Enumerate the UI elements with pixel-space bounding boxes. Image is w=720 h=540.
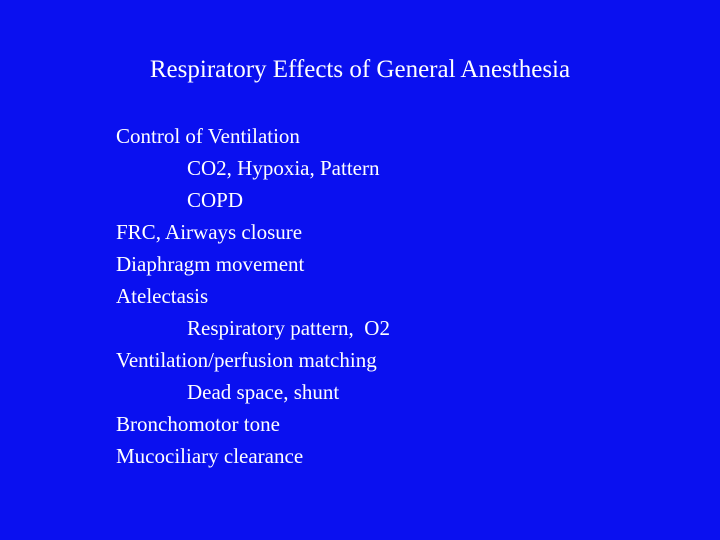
subline-dead-space-shunt: Dead space, shunt bbox=[187, 380, 340, 404]
slide-title: Respiratory Effects of General Anesthesia bbox=[149, 56, 571, 83]
subline-co2-hypoxia-pattern: CO2, Hypoxia, Pattern bbox=[187, 156, 380, 180]
line-ventilation-perfusion-matching: Ventilation/perfusion matching bbox=[116, 348, 377, 372]
line-bronchomotor-tone: Bronchomotor tone bbox=[116, 412, 280, 436]
subline-respiratory-pattern-o2: Respiratory pattern, O2 bbox=[187, 316, 390, 340]
line-frc-airways-closure: FRC, Airways closure bbox=[116, 220, 303, 244]
slide-body-list bbox=[116, 122, 390, 474]
subline-copd: COPD bbox=[187, 188, 244, 212]
line-atelectasis: Atelectasis bbox=[116, 284, 209, 308]
line-control-of-ventilation: Control of Ventilation bbox=[116, 124, 300, 148]
line-mucociliary-clearance: Mucociliary clearance bbox=[116, 444, 304, 468]
line-diaphragm-movement: Diaphragm movement bbox=[116, 252, 305, 276]
